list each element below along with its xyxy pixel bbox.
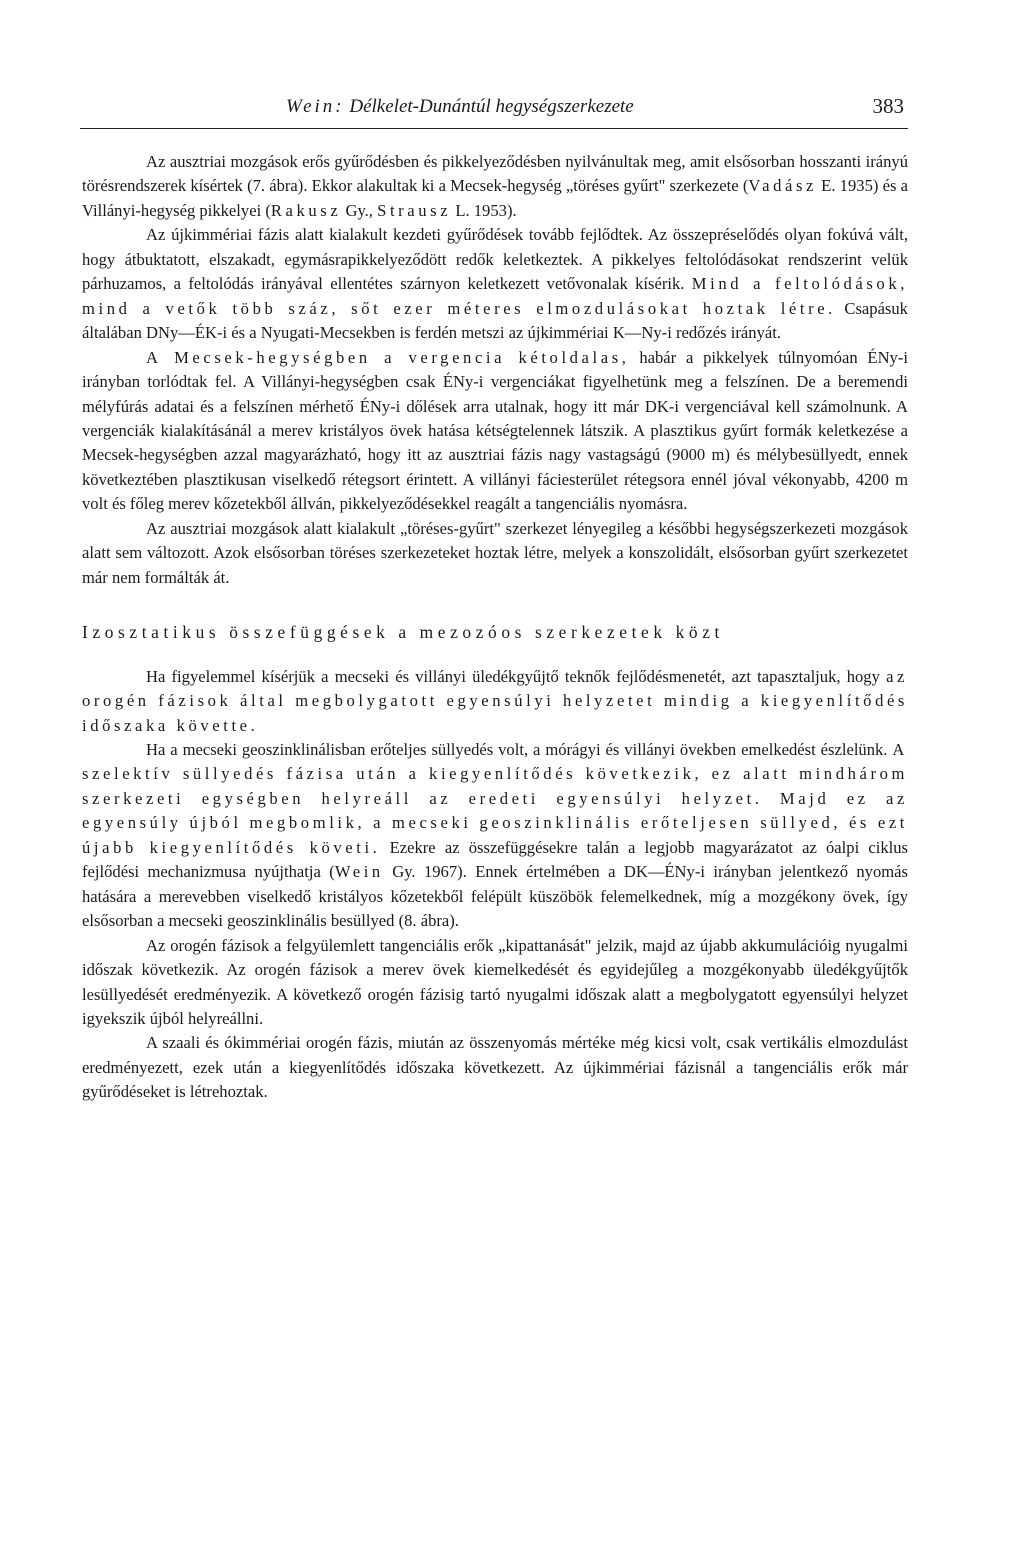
paragraph-6 [82, 738, 908, 934]
paragraph-1 [82, 150, 908, 223]
paragraph-8: A szaali és ókimmériai orogén fázis, miután az összenyomás mértéke még kicsi volt, csak vertikális elmozdulást eredményezett, ezek után a kiegyenlítődés időszaka következett. Az újkimmériai fázisnál a tangenciális erők már gyűrődéseket is létrehoztak. [82, 1033, 908, 1102]
author-name: Rakusz [270, 200, 342, 220]
page-body [82, 150, 908, 1105]
text-run: Csapásuk általában DNy—ÉK-i és a Nyugati-Mecsekben is ferdén metszi az újkimmériai K—Ny-i redőzés irányát. [82, 298, 908, 343]
text-run: Az ausztriai mozgások erős gyűrődésben és pikkelyeződésben nyilvánultak meg, amit elsősorban hosszanti irányú törésrendszerek kísértek (7. ábra). Ekkor alakultak ki a Mecsek-hegység „töréses gyűrt" szerkezete ( [82, 152, 908, 196]
text-run: Az újkimmériai fázis alatt kialakult kezdeti gyűrődések tovább fejlődtek. Az összepréselődés olyan fokúvá vált, hogy átbuktatott, elszakadt, egymásrapikkelyeződött redők keletkeztek. A pikkelyes feltolódásokat rendszerint velük párhuzamos, a feltolódás irányával ellentétes szárnyon keletkezett vetővonalak kísérik. [82, 225, 908, 294]
text-run: E. 1935) és a Villányi-hegység pikkelyei ( [82, 176, 908, 220]
text-run: L. 1953). [451, 200, 517, 220]
running-head-title: Délkelet-Dunántúl hegységszerkezete [349, 96, 634, 117]
paragraph-7: Az orogén fázisok a felgyülemlett tangenciális erők „kipattanását" jelzik, majd az újabb akkumulációig nyugalmi időszak következik. Az orogén fázisok a merev övek kiemelkedését és egyidejűleg a mozgékonyabb üledékgyűjtők lesüllyedését eredményezik. A következő orogén fázisig tartó nyugalmi időszak alatt a megbolygatott egyensúlyi helyzet igyekszik újból helyreállni. [82, 935, 908, 1028]
author-name: Vadász [748, 176, 817, 196]
emphasized-text: A szelektív süllyedés fázisa után a kiegyenlítődés következik, ez alatt mindhárom szerkezeti egységben helyreáll az eredeti egyensúlyi helyzet. Majd ez az egyensúly újból megbomlik, a mecseki geoszinklinális erőteljesen süllyed, és ezt újabb kiegyenlítődés követi. [82, 739, 908, 857]
page-number: 383 [872, 94, 904, 118]
text-run: Ha figyelemmel kísérjük a mecseki és villányi üledékgyűjtő teknők fejlődésmenetét, azt tapasztaljuk, hogy [146, 666, 887, 686]
text-run: Ezekre az összefüggésekre talán a legjobb magyarázatot az óalpi ciklus fejlődési mechanizmusa nyújthatja ( [82, 837, 908, 882]
paragraph-4: Az ausztriai mozgások alatt kialakult „töréses-gyűrt" szerkezet lényegileg a későbbi hegységszerkezeti mozgások alatt sem változott. Azok elsősorban töréses szerkezeteket hoztak létre, melyek a konszolidált, elsősorban gyűrt szerkezetet már nem formálták át. [82, 518, 908, 587]
emphasized-text: az orogén fázisok által megbolygatott egyensúlyi helyzetet mindig a kiegyenlítődés időszaka követte. [82, 666, 908, 735]
running-head [286, 96, 634, 118]
paragraph-2 [82, 223, 908, 345]
page-header [80, 88, 908, 129]
text-run: Gy., [341, 200, 378, 220]
section-heading: Izosztatikus összefüggések a mezozóos szerkezetek közt [82, 622, 724, 643]
emphasized-text: Mind a feltolódások, mind a vetők több száz, sőt ezer méteres elmozdulásokat hoztak létre. [82, 274, 908, 318]
paragraph-5 [82, 665, 908, 738]
running-head-author: Wein: [286, 96, 345, 117]
text-run: Gy. 1967). Ennek értelmében a DK—ÉNy-i irányban jelentkező nyomás hatására a merevebben viselkedő kristályos kőzetekből felépült küszöbök felemelkednek, míg a mozgékony övek, így elsősorban a mecseki geoszinklinális besüllyed (8. ábra). [82, 862, 909, 931]
author-name: Strausz [377, 200, 452, 220]
text-run: Ha a mecseki geoszinklinálisban erőteljes süllyedés volt, a mórágyi és villányi övekben emelkedést észlelünk. [146, 739, 893, 759]
author-name: Wein [334, 862, 384, 882]
paragraph-3 [82, 346, 908, 517]
text-run: habár a pikkelyek túlnyomóan ÉNy-i irányban torlódtak fel. A Villányi-hegységben csak ÉNy-i vergenciákat figyelhetünk meg a felszínen. De a beremendi mélyfúrás adatai és a felszínen mérhető ÉNy-i dőlések arra utalnak, hogy itt már DK-i vergenciával kell számolnunk. A vergenciák kialakításánál a merev kristályos övek hatása kétségtelennek látszik. A plasztikus gyűrt formák keletkezése a Mecsek-hegységben azzal magyarázható, hogy itt az ausztriai fázis nagy vastagságú (9000 m) és mélybesüllyedt, ennek következtében plasztikusan viselkedő rétegsort érintett. A villányi fáciesterület rétegsora ennél jóval vékonyabb, 4200 m volt és főleg merev kőzetekből állván, pikkelyeződésekkel reagált a tangenciális nyomásra. [82, 347, 908, 514]
emphasized-text: A Mecsek-hegységben a vergencia kétoldalas, [146, 347, 630, 367]
